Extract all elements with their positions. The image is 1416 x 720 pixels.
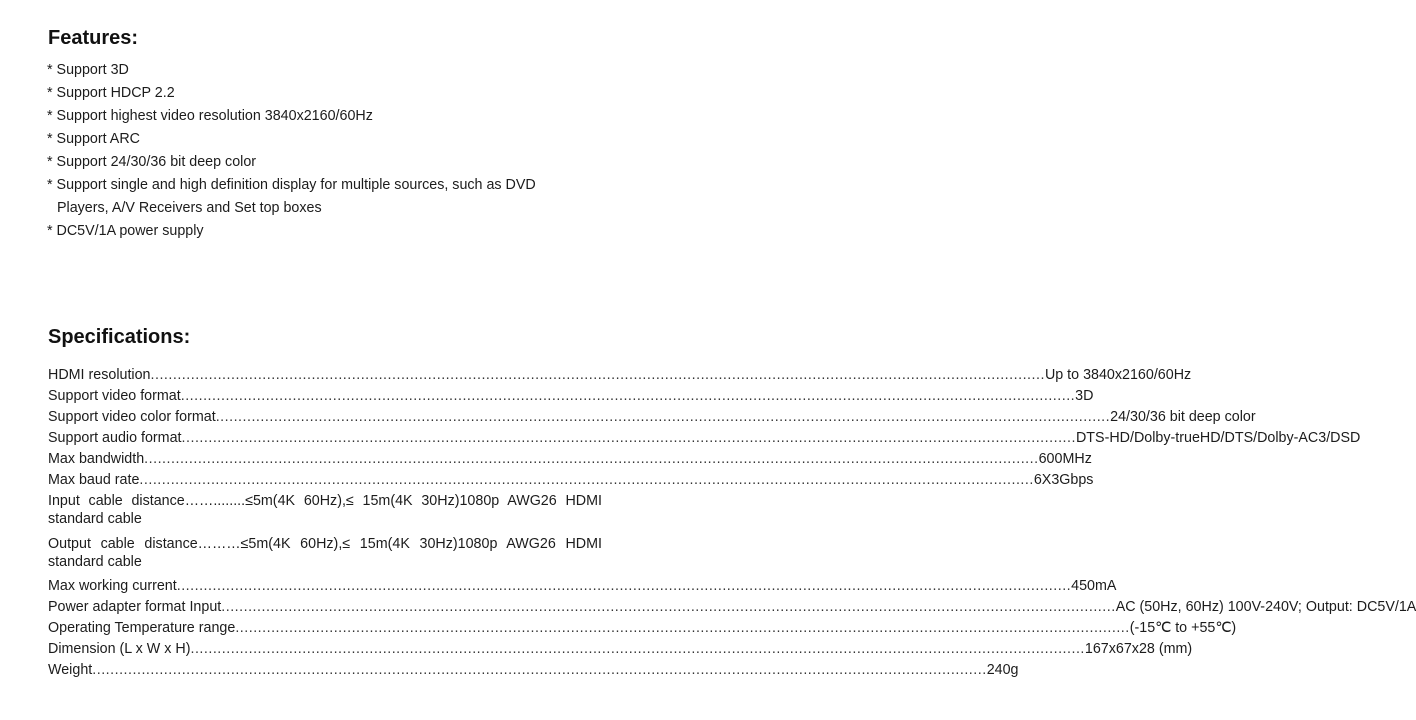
- leader-dots: ........................................................................................................................................................................................................: [235, 620, 1130, 636]
- spec-label: Power adapter format Input: [48, 599, 222, 615]
- spec-value: Up to 3840x2160/60Hz: [1044, 367, 1192, 383]
- leader-dots: ........................................................................................................................................................................................................: [181, 430, 1076, 446]
- spec-row-operating-temperature: [48, 619, 1237, 637]
- spec-row-audio-format: [48, 429, 1361, 447]
- leader-dots: ........................................................................................................................................................................................................: [139, 472, 1034, 488]
- feature-item: * Support ARC: [47, 131, 140, 147]
- spec-label: Support video format: [48, 388, 181, 404]
- spec-row-input-cable-distance: Input cable distance……........≤5m(4K 60Hz),≤ 15m(4K 30Hz)1080p AWG26 HDMI standard cable: [48, 493, 602, 527]
- leader-dots: ........................................................................................................................................................................................................: [215, 409, 1111, 425]
- spec-value: 450mA: [1071, 578, 1117, 594]
- spec-row-power-adapter: [48, 598, 1416, 616]
- spec-label: HDMI resolution: [48, 367, 151, 383]
- feature-item: * DC5V/1A power supply: [47, 223, 204, 239]
- leader-dots: ........................................................................................................................................................................................................: [180, 388, 1076, 404]
- leader-dots: ........................................................................................................................................................................................................: [190, 641, 1085, 657]
- spec-label: Weight: [48, 662, 93, 678]
- spec-label: Support audio format: [48, 430, 182, 446]
- spec-value: DTS-HD/Dolby-trueHD/DTS/Dolby-AC3/DSD: [1075, 430, 1361, 446]
- feature-item: * Support 24/30/36 bit deep color: [47, 154, 257, 170]
- feature-item: * Support highest video resolution 3840x2160/60Hz: [47, 108, 373, 124]
- spec-row-max-baud-rate: [48, 471, 1094, 489]
- spec-label: Max working current: [48, 578, 177, 594]
- spec-row-hdmi-resolution: [48, 366, 1192, 384]
- feature-item-continuation: Players, A/V Receivers and Set top boxes: [57, 200, 322, 216]
- spec-label: Support video color format: [48, 409, 216, 425]
- feature-item: * Support HDCP 2.2: [47, 85, 175, 101]
- leader-dots: ........................................................................................................................................................................................................: [92, 662, 987, 678]
- feature-item: * Support 3D: [47, 62, 129, 78]
- spec-value: 24/30/36 bit deep color: [1110, 409, 1256, 425]
- spec-row-video-format: [48, 387, 1094, 405]
- spec-row-max-bandwidth: [48, 450, 1092, 468]
- spec-row-weight: [48, 661, 1019, 679]
- spec-value: (-15℃ to +55℃): [1129, 620, 1237, 636]
- spec-row-video-color-format: [48, 408, 1256, 426]
- spec-row-output-cable-distance: Output cable distance………≤5m(4K 60Hz),≤ 15m(4K 30Hz)1080p AWG26 HDMI standard cable: [48, 536, 602, 570]
- spec-row-dimension: [48, 640, 1193, 658]
- leader-dots: ........................................................................................................................................................................................................: [144, 451, 1039, 467]
- leader-dots: ........................................................................................................................................................................................................: [176, 578, 1072, 594]
- spec-value: 600MHz: [1038, 451, 1092, 467]
- spec-label: Dimension (L x W x H): [48, 641, 191, 657]
- spec-label: Max baud rate: [48, 472, 140, 488]
- spec-value: 3D: [1075, 388, 1094, 404]
- spec-value: 240g: [986, 662, 1019, 678]
- spec-value: AC (50Hz, 60Hz) 100V-240V; Output: DC5V/1A: [1115, 599, 1416, 615]
- spec-row-max-working-current: [48, 577, 1117, 595]
- spec-label: Max bandwidth: [48, 451, 145, 467]
- spec-value: 167x67x28 (mm): [1084, 641, 1193, 657]
- spec-label: Operating Temperature range: [48, 620, 236, 636]
- feature-item: * Support single and high definition display for multiple sources, such as DVD: [47, 177, 536, 193]
- leader-dots: ........................................................................................................................................................................................................: [150, 367, 1045, 383]
- specifications-heading: Specifications:: [48, 326, 191, 348]
- spec-value: 6X3Gbps: [1033, 472, 1094, 488]
- features-heading: Features:: [48, 27, 139, 49]
- leader-dots: ........................................................................................................................................................................................................: [221, 599, 1116, 615]
